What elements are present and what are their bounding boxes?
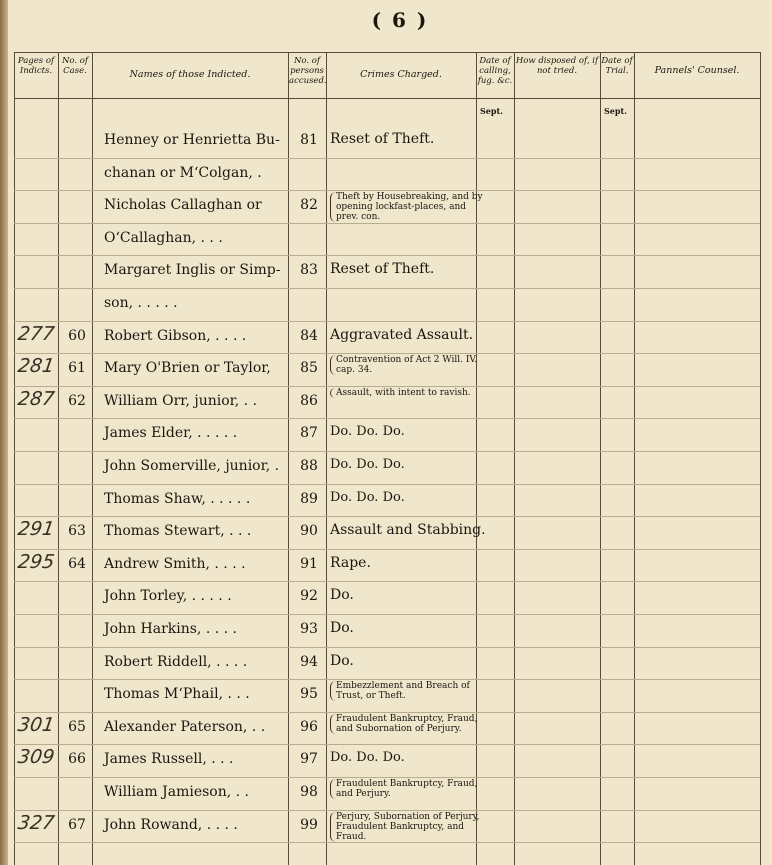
table-row — [0, 777, 772, 810]
header-pages: Pages of Indicts. — [17, 56, 55, 76]
table-row — [0, 125, 772, 158]
persons-accused-number: 97 — [300, 751, 318, 768]
indict-page-number: 309 — [16, 746, 56, 769]
table-row — [0, 158, 772, 191]
crime-charged: Assault and Stabbing. — [330, 522, 486, 539]
persons-accused-number: 91 — [300, 555, 318, 572]
indict-page-number: 327 — [16, 811, 56, 834]
case-number: 61 — [68, 360, 86, 377]
crime-charged: Embezzlement and Breach of Trust, or Theft. — [330, 681, 484, 701]
accused-name: John Harkins, . . . . — [104, 621, 237, 637]
persons-accused-number: 96 — [300, 718, 318, 735]
indict-page-number: 301 — [16, 713, 56, 736]
accused-name: John Rowand, . . . . — [104, 816, 238, 833]
case-number: 63 — [68, 523, 86, 540]
table-row — [0, 386, 772, 419]
case-number: 65 — [68, 718, 86, 735]
accused-name: William Orr, junior, . . — [104, 392, 258, 409]
header-bottom-rule — [14, 98, 760, 99]
table-row — [0, 353, 772, 386]
persons-accused-number: 89 — [300, 490, 318, 507]
accused-name: O‘Callaghan, . . . — [104, 229, 223, 246]
persons-accused-number: 87 — [300, 425, 318, 442]
sept-trial-label: Sept. — [604, 106, 627, 116]
table-row — [0, 484, 772, 517]
accused-name: John Somerville, junior, . — [104, 458, 280, 474]
case-number: 60 — [68, 327, 86, 344]
persons-accused-number: 93 — [300, 621, 318, 637]
crime-charged: Do. — [330, 652, 354, 669]
crime-charged: Perjury, Subornation of Perjury, Fraudulent Bankruptcy, and Fraud. — [330, 812, 484, 842]
row-rule — [14, 842, 760, 843]
persons-accused-number: 84 — [300, 327, 318, 344]
persons-accused-number: 82 — [300, 197, 318, 214]
accused-name: Nicholas Callaghan or — [104, 197, 262, 214]
table-row — [0, 321, 772, 354]
crime-charged: Do. Do. Do. — [330, 750, 405, 766]
case-number: 62 — [68, 392, 86, 409]
table-row — [0, 679, 772, 712]
persons-accused-number: 88 — [300, 458, 318, 474]
table-row — [0, 614, 772, 647]
accused-name: Robert Riddell, . . . . — [104, 653, 248, 670]
case-number: 67 — [68, 816, 86, 833]
indict-page-number: 295 — [16, 550, 56, 573]
table-row — [0, 581, 772, 614]
header-persons: No. of persons accused. — [289, 56, 327, 86]
accused-name: Thomas Stewart, . . . — [104, 523, 252, 540]
case-number: 64 — [68, 555, 86, 572]
case-number: 66 — [68, 751, 86, 768]
crime-charged: Reset of Theft. — [330, 131, 435, 147]
table-row — [0, 223, 772, 256]
indict-page-number: 277 — [16, 322, 56, 345]
persons-accused-number: 90 — [300, 523, 318, 540]
accused-name: Thomas Shaw, . . . . . — [104, 490, 251, 507]
accused-name: chanan or M‘Colgan, . — [104, 164, 262, 181]
crime-charged: Fraudulent Bankruptcy, Fraud, and Perjury. — [330, 779, 484, 799]
crime-charged: Fraudulent Bankruptcy, Fraud, and Subornation of Perjury. — [330, 714, 484, 734]
crime-charged: Theft by Housebreaking, and by opening lockfast-places, and prev. con. — [330, 192, 484, 222]
crime-charged: Do. — [330, 620, 354, 636]
persons-accused-number: 86 — [300, 392, 318, 409]
accused-name: Thomas M‘Phail, . . . — [104, 686, 250, 703]
table-row — [0, 647, 772, 680]
persons-accused-number: 83 — [300, 262, 318, 279]
table-row — [0, 744, 772, 777]
crime-charged: Do. Do. Do. — [330, 489, 405, 505]
persons-accused-number: 95 — [300, 686, 318, 703]
table-row — [0, 712, 772, 745]
header-case: No. of Case. — [61, 56, 89, 76]
header-disposed: How disposed of, if not tried. — [515, 56, 599, 76]
persons-accused-number: 94 — [300, 653, 318, 670]
indict-page-number: 287 — [16, 387, 56, 410]
table-row — [0, 418, 772, 451]
accused-name: Robert Gibson, . . . . — [104, 327, 247, 344]
accused-name: Henney or Henrietta Bu- — [104, 132, 280, 148]
header-crimes: Crimes Charged. — [360, 69, 442, 80]
crime-charged: Contravention of Act 2 Will. IV. cap. 34. — [330, 355, 484, 375]
indict-page-number: 281 — [16, 355, 56, 378]
table-row — [0, 255, 772, 288]
table-row — [0, 190, 772, 223]
table-row — [0, 516, 772, 549]
table-row — [0, 549, 772, 582]
crime-charged: Do. — [330, 587, 354, 604]
accused-name: James Russell, . . . — [104, 751, 234, 768]
persons-accused-number: 99 — [300, 816, 318, 833]
sept-calling-label: Sept. — [480, 106, 503, 116]
persons-accused-number: 98 — [300, 784, 318, 800]
persons-accused-number: 81 — [300, 132, 318, 148]
accused-name: William Jamieson, . . — [104, 784, 250, 800]
crime-charged: Rape. — [330, 554, 371, 571]
accused-name: son, . . . . . — [104, 295, 178, 311]
accused-name: Andrew Smith, . . . . — [104, 555, 246, 572]
table-row — [0, 288, 772, 321]
accused-name: Mary O'Brien or Taylor, — [104, 360, 271, 377]
header-trial: Date of Trial. — [601, 56, 633, 76]
crime-charged: Do. Do. Do. — [330, 424, 405, 440]
indict-page-number: 291 — [16, 518, 56, 541]
header-counsel: Pannels' Counsel. — [654, 65, 740, 76]
header-names: Names of those Indicted. — [129, 69, 251, 80]
accused-name: James Elder, . . . . . — [104, 425, 238, 442]
table-row — [0, 810, 772, 843]
header-calling: Date of calling, fug. &c. — [477, 56, 513, 86]
crime-charged: Aggravated Assault. — [330, 326, 474, 343]
table-top-rule — [14, 52, 760, 53]
page-number: ( 6 ) — [371, 8, 429, 32]
table-row — [0, 451, 772, 484]
crime-charged: Reset of Theft. — [330, 261, 435, 278]
persons-accused-number: 92 — [300, 588, 318, 605]
crime-charged: Assault, with intent to ravish. — [330, 388, 484, 398]
crime-charged: Do. Do. Do. — [330, 457, 405, 472]
accused-name: Margaret Inglis or Simp- — [104, 262, 281, 279]
accused-name: John Torley, . . . . . — [104, 588, 232, 605]
persons-accused-number: 85 — [300, 360, 318, 377]
accused-name: Alexander Paterson, . . — [104, 718, 266, 735]
